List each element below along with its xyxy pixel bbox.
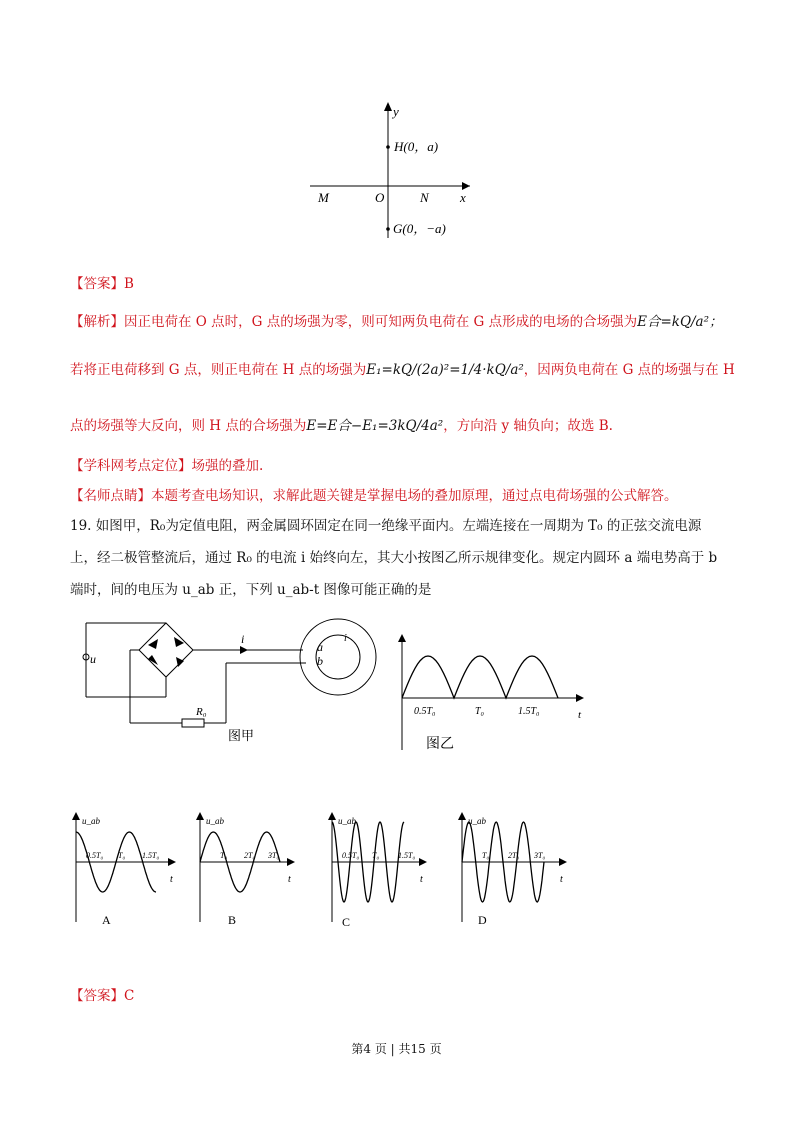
resistor-label: R₀ [196,706,207,718]
point-g-label: G(0，−a) [393,221,446,236]
svg-text:0.5T₀: 0.5T₀ [342,851,360,860]
q19-line-1: 19. 如图甲，R₀为定值电阻，两金属圆环固定在同一绝缘平面内。左端连接在一周期为 T₀ 的正弦交流电源 [70,518,702,534]
q19-line-3: 端时，间的电压为 u_ab 正，下列 u_ab-t 图像可能正确的是 [70,582,432,598]
option-d-graph [458,812,567,927]
answer-19: 【答案】C [70,988,135,1004]
option-a-letter: A [102,913,111,927]
page-footer: 第4 页 | 共15 页 [351,1042,442,1056]
answer-18: 【答案】B [70,276,134,292]
current-i-label: i [241,632,245,646]
option-b-letter: B [228,913,237,927]
analysis-line-3: 点的场强等大反向，则 H 点的合场强为E=E合−E₁=3kQ/4a²，方向沿 y 轴负向；故选 B. [70,418,613,434]
yi-tick-1: 0.5T₀ [414,706,436,717]
y-axis-label: y [393,104,399,119]
svg-text:3T₀: 3T₀ [268,851,280,860]
option-d-letter: D [478,913,487,927]
svg-text:0.5T₀: 0.5T₀ [86,851,104,860]
ring-a-label: a [317,640,323,654]
ring-i-label: i [344,633,347,644]
origin-label: O [375,190,385,205]
point-n-label: N [420,190,429,205]
svg-text:u_ab: u_ab [82,816,100,826]
option-b-graph [196,812,295,927]
svg-text:u_ab: u_ab [468,816,486,826]
svg-text:T₀: T₀ [482,851,490,860]
q19-line-2: 上，经二极管整流后，通过 R₀ 的电流 i 始终向左，其大小按图乙所示规律变化。规定内圆环 a 端电势高于 b [70,550,718,566]
svg-text:T₀: T₀ [118,851,126,860]
svg-text:1.5T₀: 1.5T₀ [142,851,160,860]
yi-t-label: t [578,709,582,721]
svg-text:1.5T₀: 1.5T₀ [398,851,416,860]
analysis-line-2: 若将正电荷移到 G 点，则正电荷在 H 点的场强为E₁=kQ/(2a)²=1/4·kQ/a²，因两负电荷在 G 点的场强与在 H [70,362,735,378]
analysis-line-1: 【解析】因正电荷在 O 点时，G 点的场强为零，则可知两负电荷在 G 点形成的电场的合场强为E合=kQ/a²； [70,314,723,330]
svg-text:u_ab: u_ab [206,816,224,826]
svg-text:t: t [288,874,291,885]
svg-text:T₀: T₀ [220,851,228,860]
svg-text:t: t [420,874,423,885]
option-a-graph [72,812,176,927]
point-h-label: H(0，a) [394,139,439,154]
point-m-label: M [318,190,329,205]
options-figure [70,812,590,932]
mingshi: 【名师点睛】本题考查电场知识，求解此题关键是掌握电场的叠加原理，通过点电荷场强的公式解答。 [70,488,678,504]
svg-text:t: t [560,874,563,885]
svg-text:2T₀: 2T₀ [508,851,520,860]
coordinate-figure [300,98,490,248]
svg-text:3T₀: 3T₀ [534,851,546,860]
yi-tick-2: T₀ [475,706,485,717]
svg-text:T₀: T₀ [372,851,380,860]
svg-text:u_ab: u_ab [338,816,356,826]
rectified-current-figure [398,630,598,755]
option-c-graph [328,812,427,929]
circuit-figure [78,615,408,745]
yi-tick-3: 1.5T₀ [518,706,540,717]
svg-text:t: t [170,874,173,885]
svg-text:2T₀: 2T₀ [244,851,256,860]
figure-yi-caption: 图乙 [426,737,454,752]
x-axis-label: x [460,190,466,205]
source-u-label: u [90,652,96,666]
figure-jia-caption: 图甲 [228,728,255,743]
ring-b-label: b [317,654,323,668]
option-c-letter: C [342,915,351,929]
kaodian: 【学科网考点定位】场强的叠加. [70,458,264,474]
